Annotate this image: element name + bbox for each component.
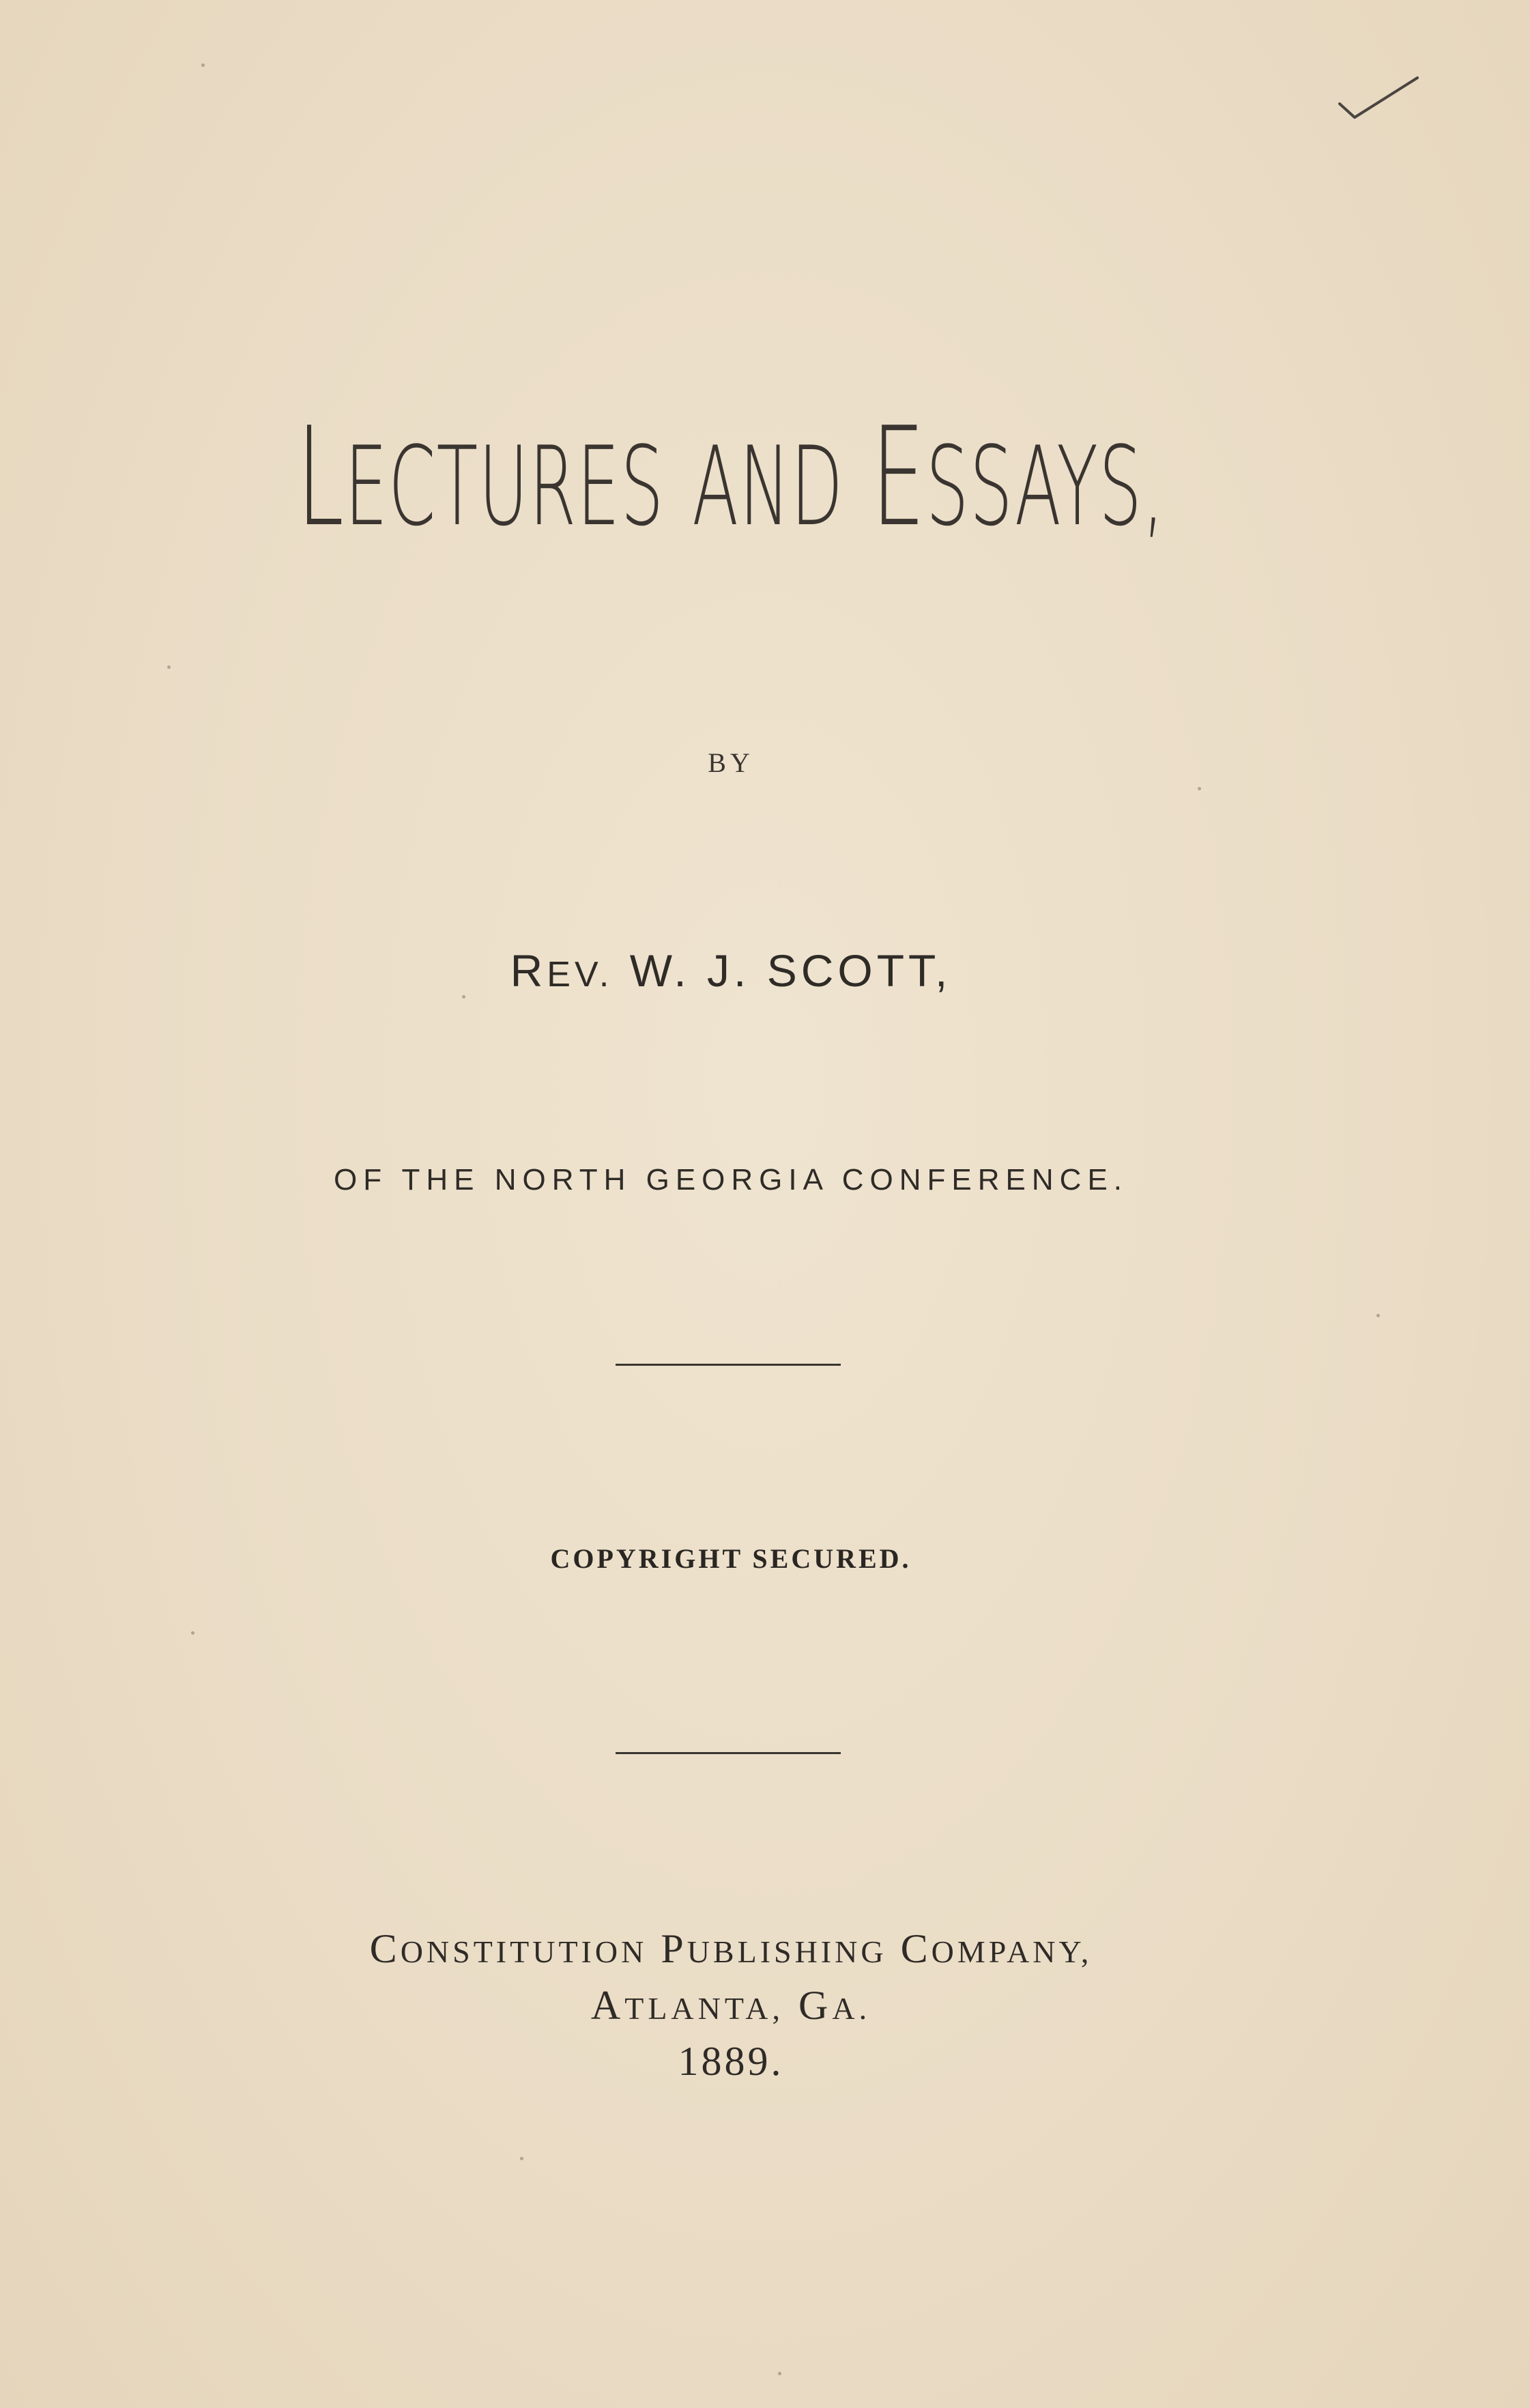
author-initial: R: [510, 945, 547, 996]
paper-speck: [201, 63, 205, 67]
author-line: [0, 936, 1462, 1009]
publisher-initial-co: C: [900, 1926, 932, 1971]
title-initial-l: L: [296, 398, 345, 557]
paper-speck: [1376, 1314, 1380, 1317]
publisher-word-company: OMPANY,: [931, 1934, 1093, 1969]
publisher-word-publishing: UBLISHING: [687, 1934, 887, 1969]
publisher-word-constitution: ONSTITUTION: [400, 1934, 648, 1969]
paper-speck: [462, 995, 465, 999]
publisher-city: [0, 1975, 1462, 2039]
city-initial: A: [590, 1983, 625, 2028]
state-initial: G: [798, 1983, 833, 2028]
publication-year: 1889.: [678, 2039, 784, 2084]
title-initial-e: E: [871, 398, 926, 557]
title-word-and: AND: [692, 422, 844, 550]
by-line: BY: [708, 747, 754, 778]
publisher-initial-p: P: [661, 1926, 687, 1971]
author-name: W. J. SCOTT,: [629, 945, 952, 996]
publisher-initial-c: C: [369, 1926, 401, 1971]
conference-line: OF THE NORTH GEORGIA CONFERENCE.: [333, 1163, 1129, 1196]
paper-speck: [191, 1631, 194, 1635]
author-title-rest: EV.: [547, 955, 614, 994]
divider-rule-bottom: [616, 1752, 841, 1754]
title-word-lectures: ECTURES: [345, 422, 665, 550]
divider-rule-top: [616, 1364, 841, 1366]
paper-speck: [520, 2157, 523, 2160]
paper-speck: [778, 2372, 781, 2375]
copyright-notice: COPYRIGHT SECURED.: [550, 1543, 912, 1574]
pencil-checkmark-icon: [1334, 68, 1423, 130]
paper-speck: [167, 665, 171, 669]
title-word-essays: SSAYS,: [925, 422, 1166, 550]
publisher-line: [0, 1918, 1462, 1983]
book-title: [278, 382, 1184, 582]
city-word: TLANTA,: [624, 1991, 785, 2026]
paper-speck: [1198, 787, 1201, 790]
state-word: A.: [832, 1991, 871, 2026]
